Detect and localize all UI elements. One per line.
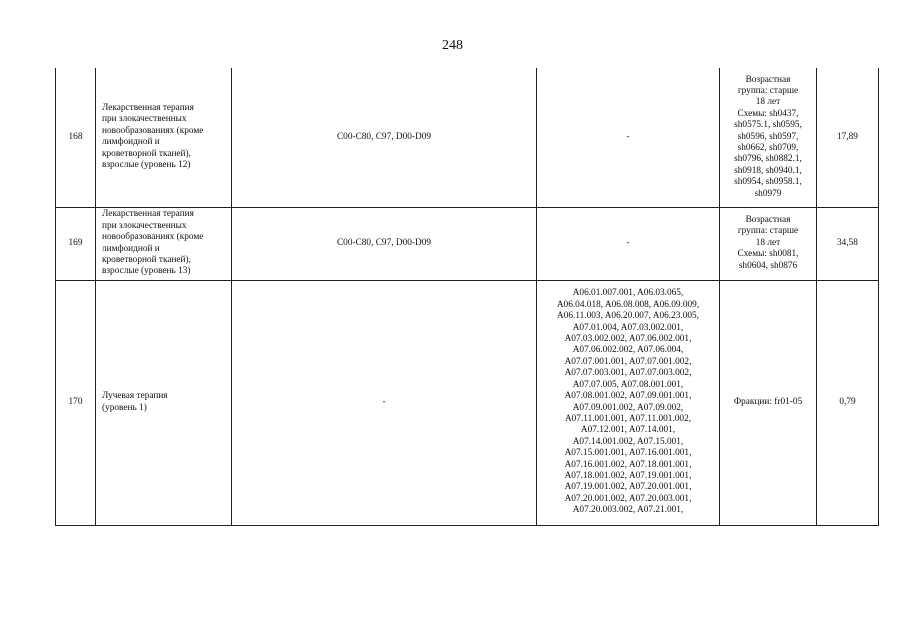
service-codes: A06.01.007.001, A06.03.065, A06.04.018, A06.08.008, A06.09.009, A06.11.003, A06.20.007, A06.23.005, A07.01.004, A07.03.002.001, A07.03.002.002, A07.06.002.001, A07.06.002.002, A07.06.004, A07.07.001.001, A07.07.001.002, A07.07.003.001, A07.07.003.002, A07.07.005, A07.08.001.001, A07.08.001.002, A07.09.001.001, A07.09.001.002, A07.09.002, A07.11.001.001, A07.11.001.002, A07.12.001, A07.14.001, A07.14.001.002, A07.15.001, A07.15.001.001, A07.16.001.001, A07.16.001.002, A07.18.001.001, A07.18.001.002, A07.19.001.001, A07.19.001.002, A07.20.001.001, A07.20.001.002, A07.20.003.001, A07.20.003.002, A07.21.001, [537, 280, 720, 525]
cost-coefficient: 0,79 [817, 280, 879, 525]
service-codes: - [537, 207, 720, 280]
diagnosis-codes: C00-C80, C97, D00-D09 [232, 68, 537, 207]
row-number: 168 [56, 68, 96, 207]
group-name: Лекарственная терапия при злокачественных новообразованиях (кроме лимфоидной и кроветворной тканей), взрослые (уровень 13) [96, 207, 232, 280]
cost-coefficient: 34,58 [817, 207, 879, 280]
group-name: Лучевая терапия (уровень 1) [96, 280, 232, 525]
additional-criteria: Фракции: fr01-05 [720, 280, 817, 525]
group-name: Лекарственная терапия при злокачественных новообразованиях (кроме лимфоидной и кроветворной тканей), взрослые (уровень 12) [96, 68, 232, 207]
table-row [56, 68, 879, 207]
row-number: 170 [56, 280, 96, 525]
table-row [56, 280, 879, 525]
table-row [56, 207, 879, 280]
page-number: 248 [442, 38, 463, 53]
additional-criteria: Возрастная группа: старше 18 лет Схемы: sh0437, sh0575.1, sh0595, sh0596, sh0597, sh0662, sh0709, sh0796, sh0882.1, sh0918, sh0940.1, sh0954, sh0958.1, sh0979 [720, 68, 817, 207]
cost-coefficient: 17,89 [817, 68, 879, 207]
diagnosis-codes: - [232, 280, 537, 525]
row-number: 169 [56, 207, 96, 280]
ksg-table [55, 68, 879, 526]
service-codes: - [537, 68, 720, 207]
additional-criteria: Возрастная группа: старше 18 лет Схемы: sh0081, sh0604, sh0876 [720, 207, 817, 280]
diagnosis-codes: C00-C80, C97, D00-D09 [232, 207, 537, 280]
